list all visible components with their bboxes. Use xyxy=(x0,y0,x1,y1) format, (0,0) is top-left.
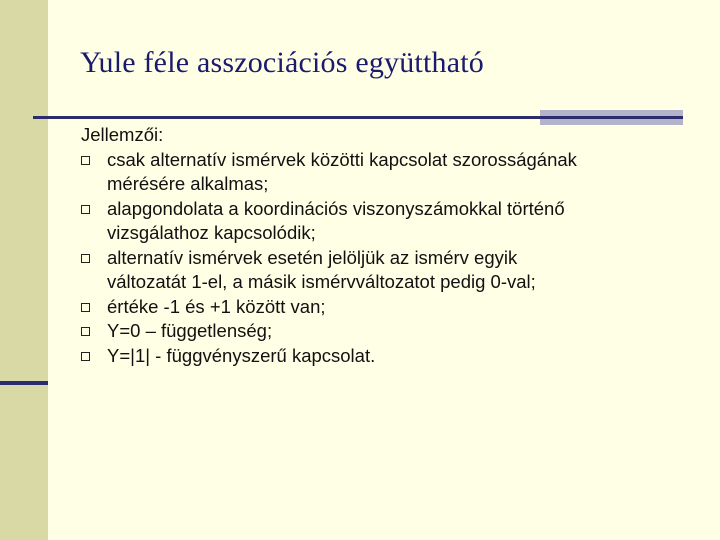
bullet-line: vizsgálathoz kapcsolódik; xyxy=(107,222,316,243)
hollow-square-bullet-icon xyxy=(81,327,90,336)
hollow-square-bullet-icon xyxy=(81,254,90,263)
hollow-square-bullet-icon xyxy=(81,352,90,361)
left-decorative-band xyxy=(0,0,48,540)
bullet-item xyxy=(81,295,701,320)
bullet-line: Y=0 – függetlenség; xyxy=(107,320,273,341)
bullet-line: alapgondolata a koordinációs viszonyszámokkal történő xyxy=(107,197,565,219)
left-band-divider xyxy=(0,381,48,385)
bullet-item xyxy=(81,148,701,197)
slide-content xyxy=(81,123,701,368)
bullet-line: értéke -1 és +1 között van; xyxy=(107,295,326,317)
bullet-list xyxy=(81,148,701,369)
bullet-line: mérésére alkalmas; xyxy=(107,173,269,194)
title-rule xyxy=(33,116,683,119)
bullet-line: alternatív ismérvek esetén jelöljük az ismérv egyik xyxy=(107,246,518,268)
bullet-item xyxy=(81,197,701,246)
bullet-item xyxy=(81,344,701,369)
bullet-item xyxy=(81,319,701,344)
content-heading: Jellemzői: xyxy=(81,124,164,145)
hollow-square-bullet-icon xyxy=(81,156,90,165)
bullet-line: csak alternatív ismérvek közötti kapcsolat szorosságának xyxy=(107,148,577,170)
hollow-square-bullet-icon xyxy=(81,205,90,214)
bullet-line: változatát 1-el, a másik ismérvváltozatot pedig 0-val; xyxy=(107,271,536,292)
slide-title: Yule féle asszociációs együttható xyxy=(80,46,484,79)
bullet-item xyxy=(81,246,701,295)
bullet-line: Y=|1| - függvényszerű kapcsolat. xyxy=(107,344,376,366)
hollow-square-bullet-icon xyxy=(81,303,90,312)
